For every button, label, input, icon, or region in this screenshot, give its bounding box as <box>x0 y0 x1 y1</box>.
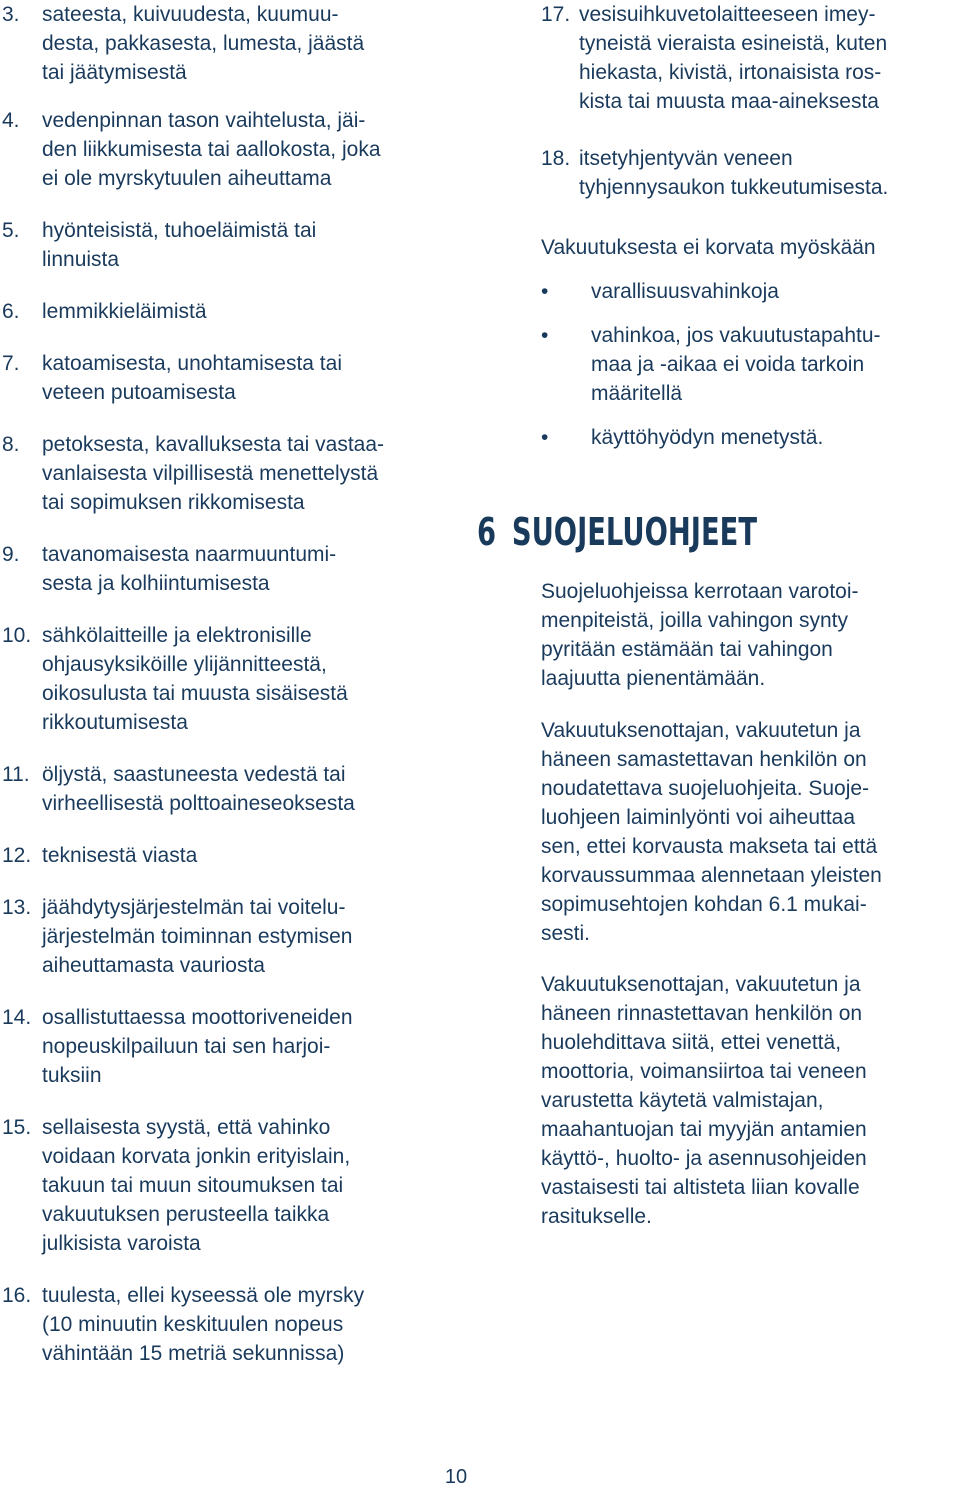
paragraph-line: käyttö-, huolto- ja asennusohjeiden <box>541 1147 867 1170</box>
item-line: oikosulusta tai muusta sisäisestä <box>42 682 348 705</box>
bullet-item <box>541 277 960 306</box>
item-line: varallisuusvahinkoja <box>591 280 779 303</box>
item-line: sesta ja kolhiintumisesta <box>42 572 270 595</box>
item-number: 4. <box>2 109 20 132</box>
item-line: vahinkoa, jos vakuutustapahtu- <box>591 324 881 347</box>
item-line: vesisuihkuvetolaitteeseen imey- <box>579 3 876 26</box>
list-item <box>0 349 502 407</box>
list-item <box>0 1003 502 1090</box>
bullet-icon: • <box>541 280 549 303</box>
bullet-item <box>541 321 960 408</box>
page-number: 10 <box>444 1466 468 1488</box>
list-item <box>0 1113 502 1258</box>
item-number: 14. <box>2 1006 32 1029</box>
paragraph <box>541 577 960 693</box>
item-line: tuksiin <box>42 1064 102 1087</box>
paragraph-line: sen, ettei korvausta makseta tai että <box>541 835 878 858</box>
list-item <box>0 621 502 737</box>
item-number: 8. <box>2 433 20 456</box>
item-line: veteen putoamisesta <box>42 381 236 404</box>
item-line: hiekasta, kivistä, irtonaisista ros- <box>579 61 882 84</box>
bullet-item <box>541 423 960 452</box>
paragraph-line: noudatettava suojeluohjeita. Suoje- <box>541 777 870 800</box>
item-line: tuulesta, ellei kyseessä ole myrsky <box>42 1284 365 1307</box>
list-item <box>541 0 960 116</box>
item-line: voidaan korvata jonkin erityislain, <box>42 1145 351 1168</box>
paragraph-line: Vakuutuksenottajan, vakuutetun ja <box>541 973 861 996</box>
paragraph-line: vastaisesti tai altisteta liian kovalle <box>541 1176 860 1199</box>
section-title: SUOJELUOHJEET <box>511 510 758 554</box>
item-line: takuun tai muun sitoumuksen tai <box>42 1174 344 1197</box>
paragraph-line: sesti. <box>541 922 591 945</box>
item-line: itsetyhjentyvän veneen <box>579 147 793 170</box>
item-line: den liikkumisesta tai aallokosta, joka <box>42 138 381 161</box>
item-line: tai jäätymisestä <box>42 61 187 84</box>
paragraph-line: laajuutta pienentämään. <box>541 667 766 690</box>
item-number: 18. <box>541 147 571 170</box>
item-line: öljystä, saastuneesta vedestä tai <box>42 763 346 786</box>
paragraph-line: huolehdittava siitä, ettei venettä, <box>541 1031 842 1054</box>
item-number: 6. <box>2 300 20 323</box>
item-line: kista tai muusta maa-aineksesta <box>579 90 879 113</box>
item-number: 3. <box>2 3 20 26</box>
paragraph <box>541 716 960 948</box>
item-number: 13. <box>2 896 32 919</box>
section-heading <box>477 510 757 554</box>
item-number: 12. <box>2 844 32 867</box>
item-number: 7. <box>2 352 20 375</box>
paragraph-line: menpiteistä, joilla vahingon synty <box>541 609 849 632</box>
list-item <box>0 216 502 274</box>
item-line: käyttöhyödyn menetystä. <box>591 426 824 449</box>
item-line: virheellisestä polttoaineseoksesta <box>42 792 355 815</box>
paragraph-line: korvaussummaa alennetaan yleisten <box>541 864 882 887</box>
item-line: vähintään 15 metriä sekunnissa) <box>42 1342 345 1365</box>
item-line: vanlaisesta vilpillisestä menettelystä <box>42 462 379 485</box>
list-item <box>0 760 502 818</box>
item-line: julkisista varoista <box>42 1232 201 1255</box>
item-line: jäähdytysjärjestelmän tai voitelu- <box>42 896 346 919</box>
item-line: (10 minuutin keskituulen nopeus <box>42 1313 344 1336</box>
item-line: aiheuttamasta vauriosta <box>42 954 265 977</box>
paragraph-line: luohjeen laiminlyönti voi aiheuttaa <box>541 806 856 829</box>
paragraph-line: Vakuutuksenottajan, vakuutetun ja <box>541 719 861 742</box>
item-line: tavanomaisesta naarmuuntumi- <box>42 543 337 566</box>
bullet-icon: • <box>541 324 549 347</box>
paragraph-line: rasitukselle. <box>541 1205 652 1228</box>
item-line: määritellä <box>591 382 683 405</box>
list-item <box>0 893 502 980</box>
item-number: 17. <box>541 3 571 26</box>
bullet-icon: • <box>541 426 549 449</box>
item-number: 16. <box>2 1284 32 1307</box>
item-line: tyhjennysaukon tukkeutumisesta. <box>579 176 889 199</box>
paragraph <box>541 970 960 1231</box>
item-line: maa ja -aikaa ei voida tarkoin <box>591 353 865 376</box>
also-excluded-intro: Vakuutuksesta ei korvata myöskään <box>541 236 876 259</box>
list-item <box>0 106 502 193</box>
item-line: vakuutuksen perusteella taikka <box>42 1203 330 1226</box>
item-line: rikkoutumisesta <box>42 711 188 734</box>
paragraph-line: häneen rinnastettavan henkilön on <box>541 1002 863 1025</box>
item-line: linnuista <box>42 248 120 271</box>
list-item <box>0 430 502 517</box>
item-line: sellaisesta syystä, että vahinko <box>42 1116 331 1139</box>
item-number: 11. <box>2 763 30 786</box>
list-item <box>0 0 502 87</box>
paragraph-line: moottoria, voimansiirtoa tai veneen <box>541 1060 867 1083</box>
list-item <box>0 1281 502 1368</box>
item-line: ohjausyksiköille ylijännitteestä, <box>42 653 327 676</box>
paragraph-line: maahantuojan tai myyjän antamien <box>541 1118 867 1141</box>
paragraph-line: pyritään estämään tai vahingon <box>541 638 833 661</box>
list-item <box>0 841 502 870</box>
item-line: lemmikkieläimistä <box>42 300 207 323</box>
item-line: sähkölaitteille ja elektronisille <box>42 624 312 647</box>
list-item <box>0 540 502 598</box>
item-line: tyneistä vieraista esineistä, kuten <box>579 32 888 55</box>
item-line: teknisestä viasta <box>42 844 198 867</box>
item-number: 10. <box>2 624 32 647</box>
item-line: osallistuttaessa moottoriveneiden <box>42 1006 353 1029</box>
item-line: sateesta, kuivuudesta, kuumuu- <box>42 3 339 26</box>
item-line: vedenpinnan tason vaihtelusta, jäi- <box>42 109 366 132</box>
paragraph-line: varustetta käytetä valmistajan, <box>541 1089 824 1112</box>
item-line: katoamisesta, unohtamisesta tai <box>42 352 342 375</box>
item-line: tai sopimuksen rikkomisesta <box>42 491 305 514</box>
item-line: desta, pakkasesta, lumesta, jäästä <box>42 32 365 55</box>
list-item <box>541 144 960 202</box>
item-line: nopeuskilpailuun tai sen harjoi- <box>42 1035 331 1058</box>
item-number: 9. <box>2 543 20 566</box>
item-line: petoksesta, kavalluksesta tai vastaa- <box>42 433 385 456</box>
paragraph-line: Suojeluohjeissa kerrotaan varotoi- <box>541 580 859 603</box>
section-number: 6 <box>477 510 497 554</box>
item-line: ei ole myrskytuulen aiheuttama <box>42 167 332 190</box>
item-line: hyönteisistä, tuhoeläimistä tai <box>42 219 317 242</box>
item-number: 15. <box>2 1116 32 1139</box>
paragraph-line: häneen samastettavan henkilön on <box>541 748 867 771</box>
item-line: järjestelmän toiminnan estymisen <box>42 925 353 948</box>
list-item <box>0 297 502 326</box>
item-number: 5. <box>2 219 20 242</box>
paragraph-line: sopimusehtojen kohdan 6.1 mukai- <box>541 893 867 916</box>
